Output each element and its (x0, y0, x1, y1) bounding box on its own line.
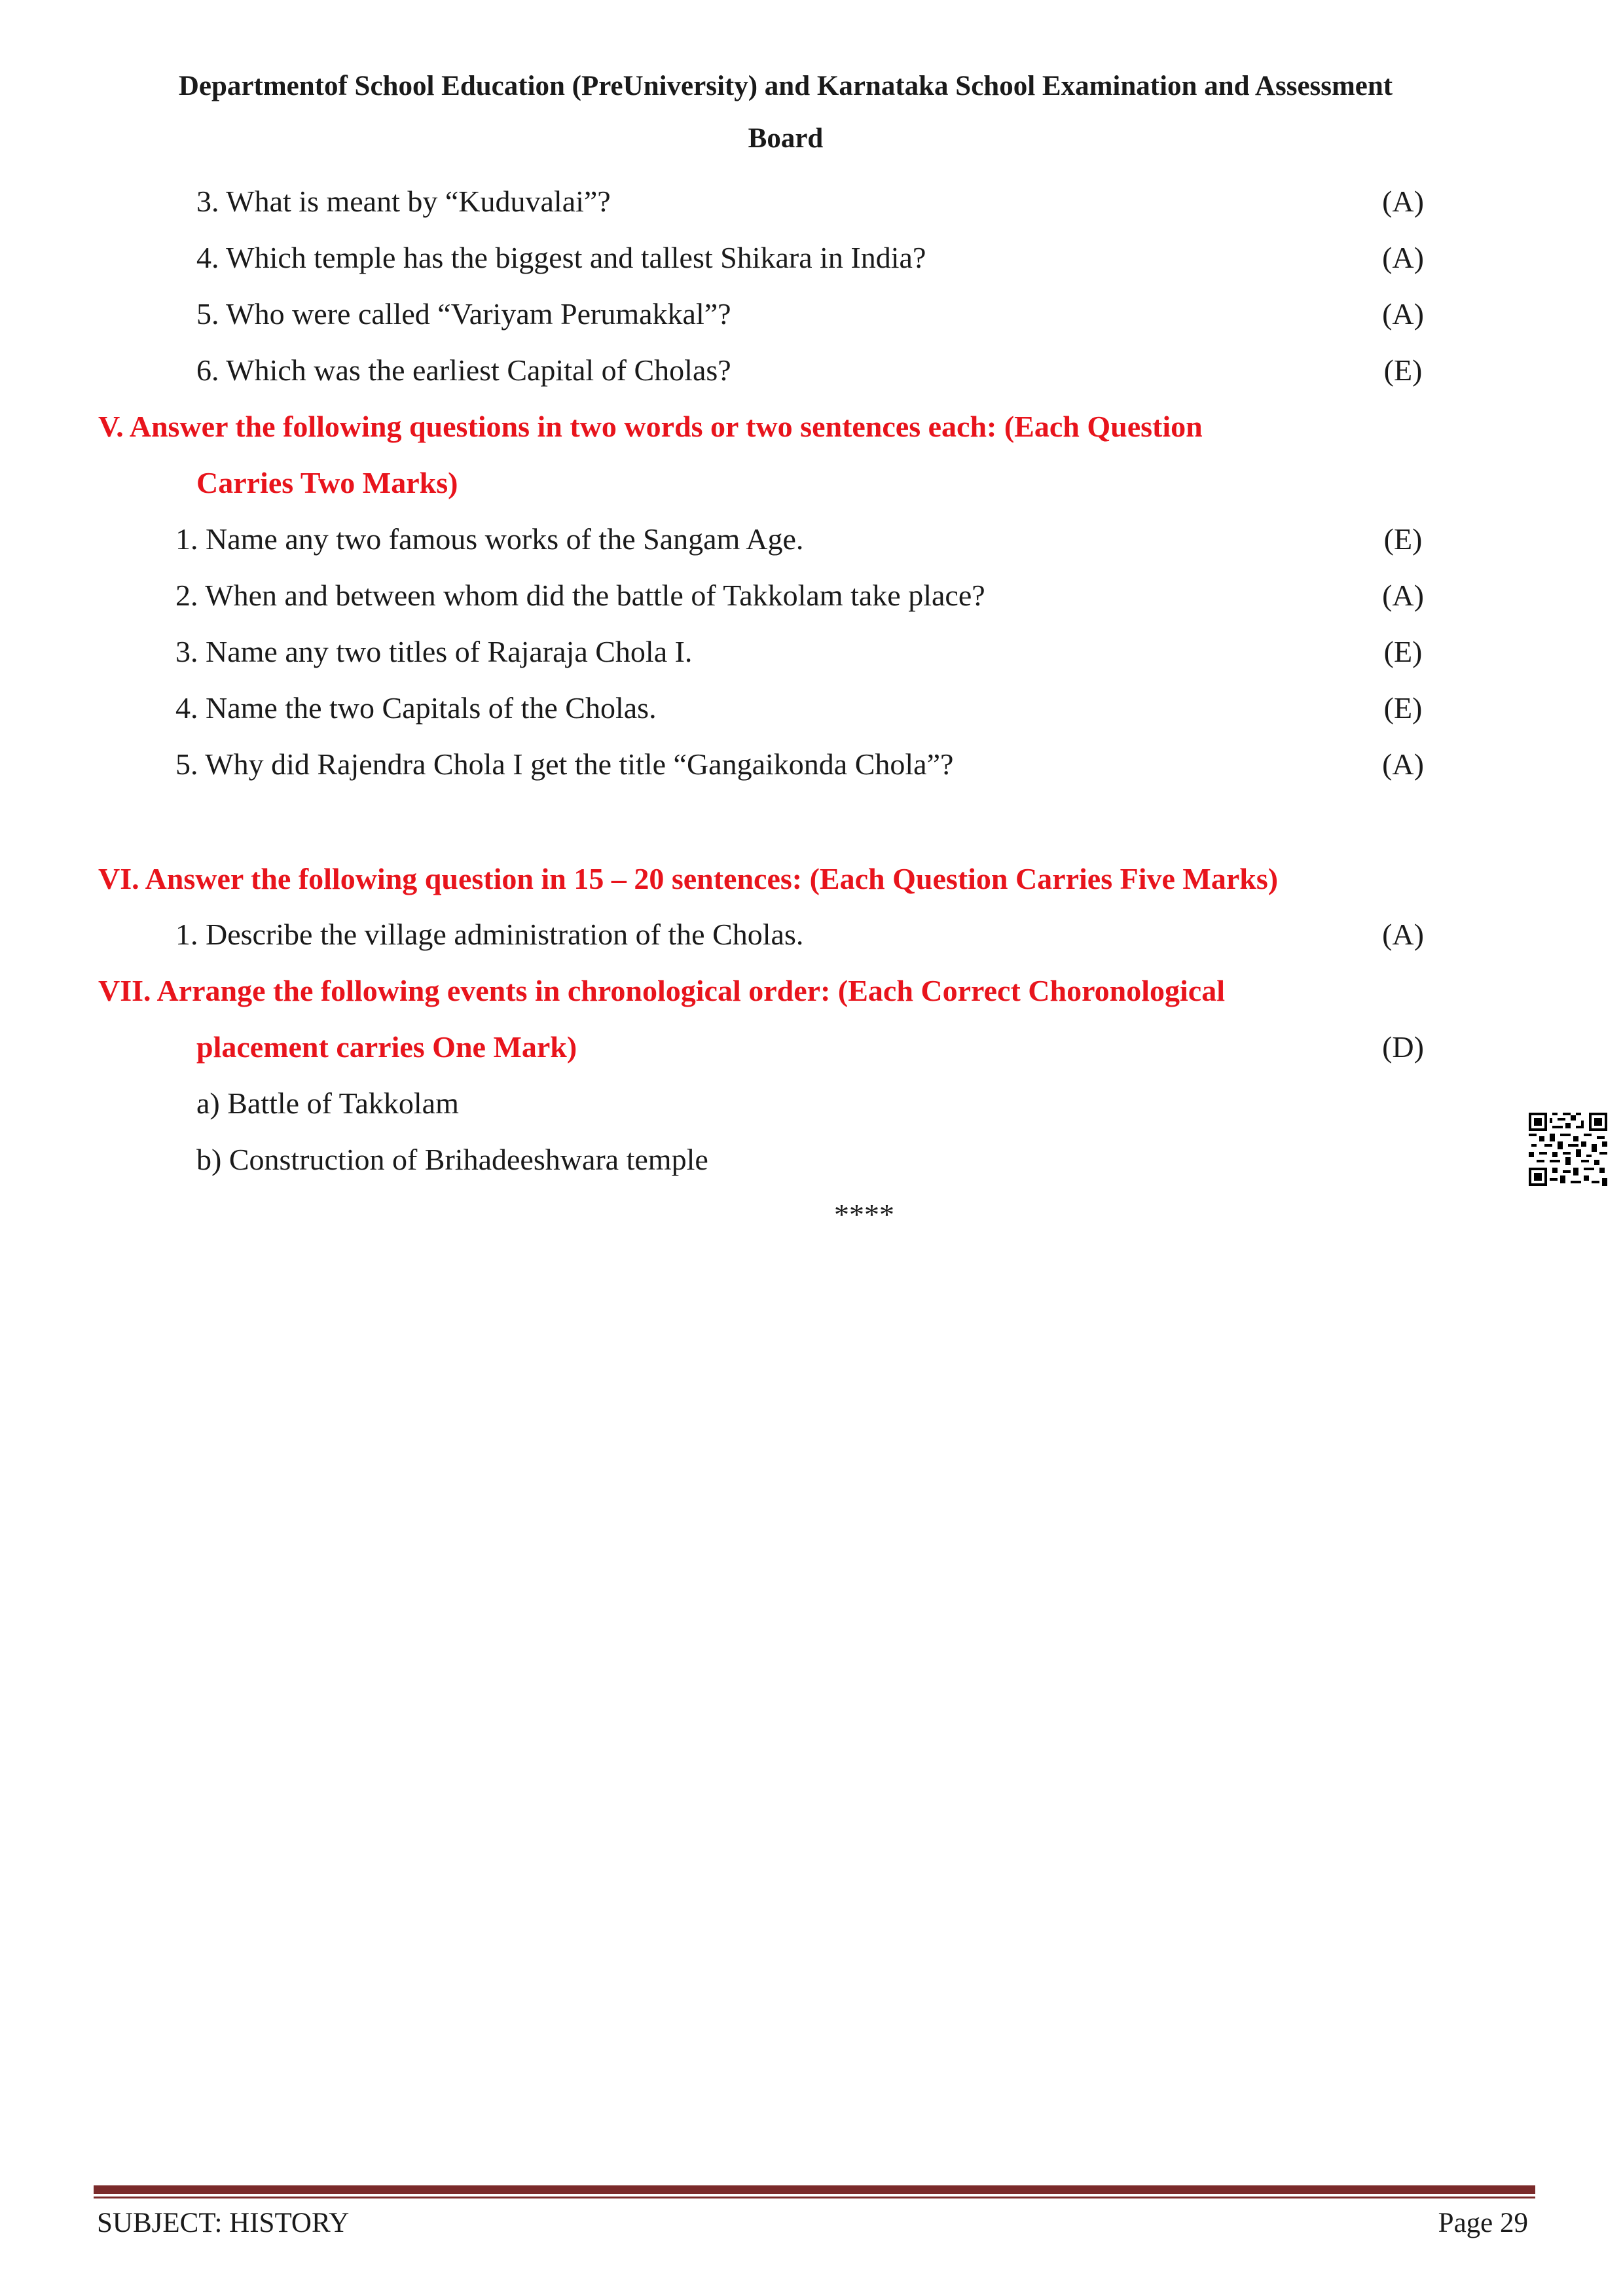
question-text: 2. When and between whom did the battle of Takkolam take place? (175, 579, 985, 612)
question-text: 4. Which temple has the biggest and tallest Shikara in India? (196, 241, 926, 274)
question-text: 5. Who were called “Variyam Perumakkal”? (196, 297, 731, 331)
question-text: 5. Why did Rajendra Chola I get the title “Gangaikonda Chola”? (175, 747, 954, 781)
footer-rule-thick (94, 2185, 1535, 2194)
question-level: (E) (1383, 691, 1423, 725)
question-level: (A) (1382, 579, 1424, 612)
event-item: b) Construction of Brihadeeshwara temple (196, 1143, 708, 1176)
question-text: 1. Describe the village administration of the Cholas. (175, 918, 804, 951)
footer-page-number: Page 29 (1438, 2208, 1528, 2238)
section-vii-heading: VII. Arrange the following events in chronological order: (Each Correct Choronological (98, 974, 1226, 1007)
question-level: (E) (1383, 522, 1423, 556)
question-text: 3. Name any two titles of Rajaraja Chola I. (175, 635, 693, 668)
section-v-heading: V. Answer the following questions in two words or two sentences each: (Each Question (98, 410, 1203, 443)
question-text: 6. Which was the earliest Capital of Cholas? (196, 353, 731, 387)
section-v-heading-cont: Carries Two Marks) (196, 466, 458, 499)
section-vii-heading-cont: placement carries One Mark) (196, 1030, 577, 1064)
page-header (98, 60, 1473, 165)
end-marker: **** (834, 1198, 894, 1231)
question-level: (A) (1382, 297, 1424, 331)
question-level: (E) (1383, 635, 1423, 668)
question-text: 3. What is meant by “Kuduvalai”? (196, 185, 611, 218)
footer-rule-thin (94, 2197, 1535, 2198)
question-level: (A) (1382, 241, 1424, 274)
section-vi-heading: VI. Answer the following question in 15 – 20 sentences: (Each Question Carries Five Marks) (98, 862, 1279, 895)
header-line-2: Board (748, 123, 824, 154)
qr-code-icon (1529, 1113, 1607, 1186)
event-item: a) Battle of Takkolam (196, 1086, 459, 1120)
header-line-1: Departmentof School Education (PreUniversity) and Karnataka School Examination and Assessment (178, 71, 1393, 101)
footer-subject: SUBJECT: HISTORY (97, 2208, 350, 2238)
question-level: (D) (1382, 1030, 1424, 1064)
question-level: (E) (1383, 353, 1423, 387)
question-text: 4. Name the two Capitals of the Cholas. (175, 691, 657, 725)
question-level: (A) (1382, 747, 1424, 781)
question-level: (A) (1382, 918, 1424, 951)
question-text: 1. Name any two famous works of the Sangam Age. (175, 522, 804, 556)
question-level: (A) (1382, 185, 1424, 218)
